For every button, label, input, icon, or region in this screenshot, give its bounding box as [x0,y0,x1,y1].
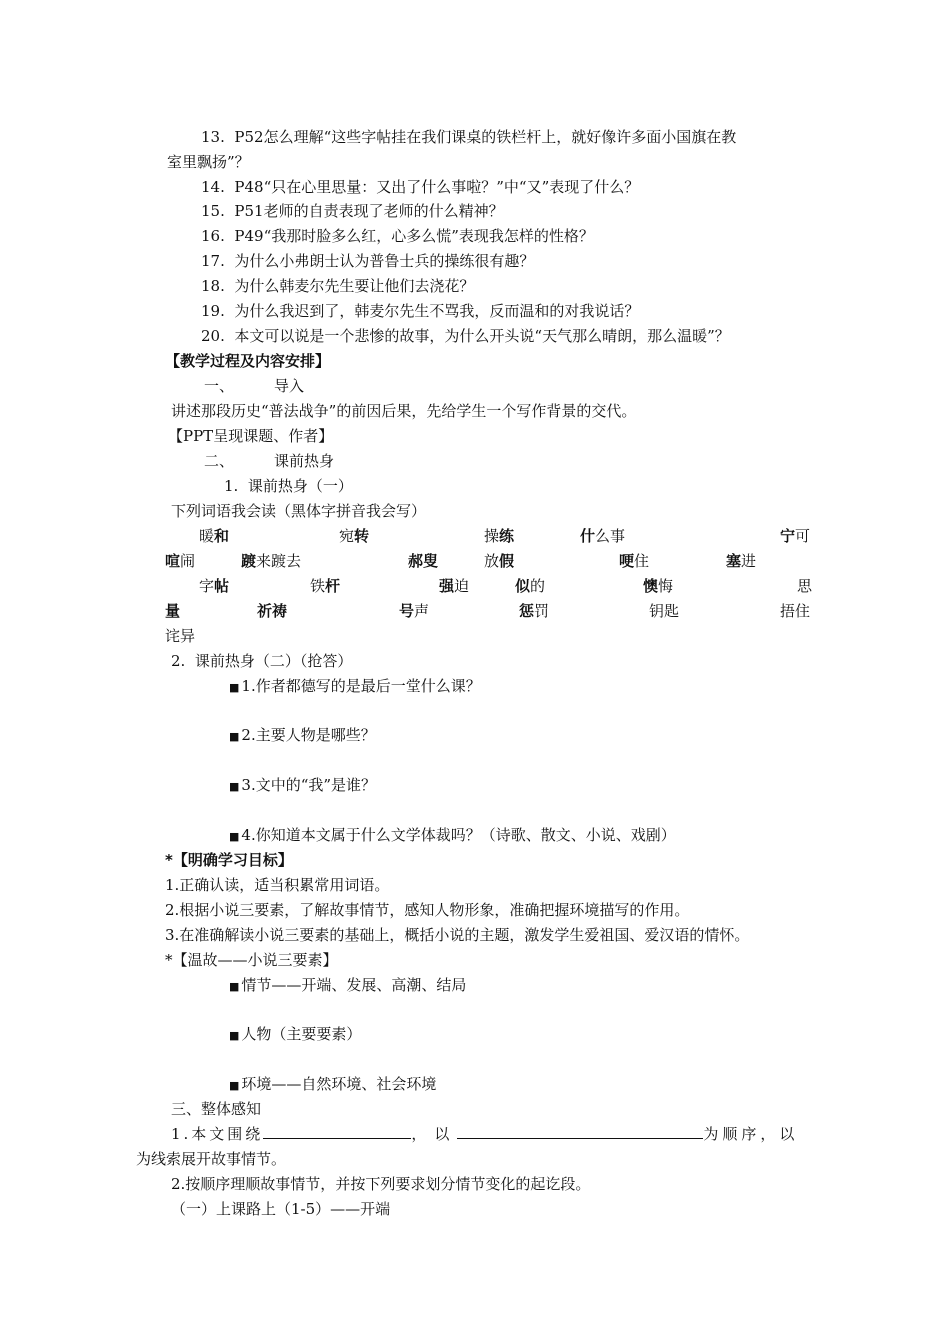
section-1-heading [204,376,304,396]
question-text: P48“只在心里思量：又出了什么事啦？”中“又”表现了什么？ [234,178,640,196]
bullet-icon: ■ [229,730,240,743]
warmup-title: 课前热身（二）（抢答） [194,652,353,670]
vocab-word: 哽住 [619,552,650,570]
fill-blank-1-continued: 为线索展开故事情节。 [136,1150,287,1168]
vocab-word: 宁可 [780,527,811,545]
warmup-number: 1. [224,477,239,495]
review-heading: *【温故——小说三要素】 [165,951,338,969]
question-text: P52怎么理解“这些字帖挂在我们课桌的铁栏杆上，就好像许多面小国旗在教 [234,128,737,146]
fill-blank-1: 1.本文围绕 ，以 为顺序，以 [171,1125,799,1143]
vocab-word: 号声 [399,602,430,620]
plot-stage-1: （一）上课路上（1-5）——开端 [171,1200,391,1218]
bullet-icon: ■ [229,681,240,694]
question-number: 15. [201,202,225,220]
quiz-item: ■ 3.文中的“我”是谁？ [229,776,377,794]
goal-item: 3.在准确解读小说三要素的基础上，概括小说的主题，激发学生爱祖国、爱汉语的情怀。 [165,926,750,944]
section-3-heading: 三、整体感知 [171,1100,262,1118]
question-18 [201,276,474,296]
question-13-continued: 室里飘扬”？ [167,153,250,171]
vocab-word: 宛转 [339,527,370,545]
question-15 [201,201,504,221]
vocab-word: 塞进 [726,552,757,570]
question-19 [201,301,639,321]
warmup-title: 课前热身（一） [247,477,353,495]
vocab-word: 什么事 [580,527,626,545]
quiz-item: ■ 1.作者都德写的是最后一堂什么课？ [229,677,481,695]
vocab-word: 祈祷 [257,602,288,620]
vocab-word: 郝叟 [408,552,439,570]
section-2-heading [204,451,334,471]
warmup-2-heading [171,651,352,671]
vocab-word: 惩罚 [519,602,550,620]
question-text: P49“我那时脸多么红，心多么慌”表现我怎样的性格？ [234,227,594,245]
question-text: P51老师的自责表现了老师的什么精神？ [234,202,504,220]
question-number: 17. [201,252,225,270]
bullet-icon: ■ [229,980,240,993]
vocab-word: 似的 [515,577,546,595]
ppt-note: 【PPT呈现课题、作者】 [168,427,334,445]
vocab-word: 思 [797,577,813,595]
quiz-item: ■ 2.主要人物是哪些？ [229,726,376,744]
vocab-word: 捂住 [780,602,811,620]
section-title: 课前热身 [274,452,335,470]
quiz-item: ■ 4.你知道本文属于什么文学体裁吗？（诗歌、散文、小说、戏剧） [229,826,676,844]
question-14 [201,177,639,197]
section-1-text: 讲述那段历史“普法战争”的前因后果，先给学生一个写作背景的交代。 [171,402,637,420]
question-13 [201,127,736,147]
question-number: 14. [201,178,225,196]
vocab-word: 钥匙 [649,602,680,620]
question-text: 本文可以说是一个悲惨的故事，为什么开头说“天气那么晴朗，那么温暖”？ [234,327,730,345]
element-item: ■ 人物（主要要素） [229,1025,362,1043]
warmup-number: 2. [171,652,186,670]
bullet-icon: ■ [229,1029,240,1042]
vocab-word: 量 [165,602,181,620]
element-item: ■ 环境——自然环境、社会环境 [229,1075,437,1093]
vocab-word: 操练 [484,527,515,545]
bullet-icon: ■ [229,1079,240,1092]
bullet-icon: ■ [229,830,240,843]
warmup-1-heading [224,476,353,496]
question-number: 13. [201,128,225,146]
question-number: 19. [201,302,225,320]
question-17 [201,251,534,271]
vocab-intro: 下列词语我会读（黑体字拼音我会写） [171,502,427,520]
question-number: 20. [201,327,225,345]
goal-item: 1.正确认读，适当积累常用词语。 [165,876,390,894]
question-20 [201,326,730,346]
question-text: 为什么韩麦尔先生要让他们去浇花？ [234,277,475,295]
section-title: 导入 [274,377,305,395]
question-number: 16. [201,227,225,245]
question-text: 为什么我迟到了，韩麦尔先生不骂我，反而温和的对我说话？ [234,302,640,320]
blank-line[interactable] [457,1124,703,1139]
question-16 [201,226,594,246]
bullet-icon: ■ [229,780,240,793]
goal-item: 2.根据小说三要素，了解故事情节，感知人物形象，准确把握环境描写的作用。 [165,901,690,919]
vocab-word: 铁杆 [310,577,341,595]
vocab-word: 放假 [484,552,515,570]
blank-line[interactable] [263,1124,411,1139]
vocab-word: 懊悔 [643,577,674,595]
vocab-word: 强迫 [439,577,470,595]
section-number: 二、 [204,452,235,470]
question-number: 18. [201,277,225,295]
element-item: ■ 情节——开端、发展、高潮、结局 [229,976,467,994]
fill-instruction-2: 2.按顺序理顺故事情节，并按下列要求划分情节变化的起讫段。 [171,1175,591,1193]
asterisk-icon: * [165,851,173,869]
goals-heading: *【明确学习目标】 [165,851,293,869]
process-heading: 【教学过程及内容安排】 [165,352,331,370]
vocab-word: 喧闹 [165,552,196,570]
vocab-word: 暖和 [199,527,230,545]
section-number: 一、 [204,377,235,395]
vocab-word: 踱来踱去 [241,552,302,570]
vocab-word: 诧异 [165,627,196,645]
vocab-word: 字帖 [199,577,230,595]
question-text: 为什么小弗朗士认为普鲁士兵的操练很有趣？ [234,252,535,270]
